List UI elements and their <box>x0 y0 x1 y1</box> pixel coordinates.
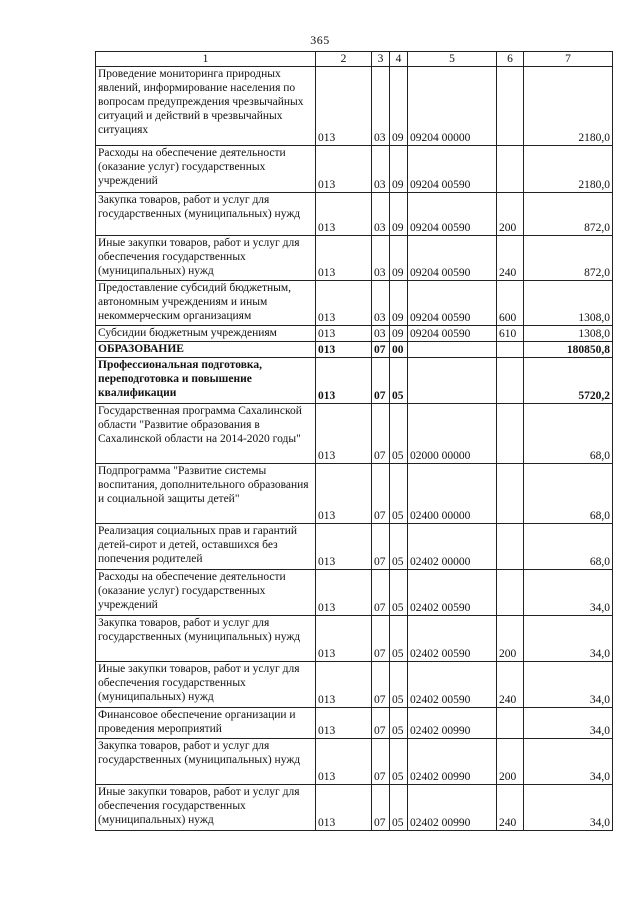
row-name-cell: Расходы на обеспечение деятельности (оказание услуг) государственных учреждений <box>96 570 316 616</box>
row-target-article-cell <box>408 358 497 404</box>
row-subsection-cell: 09 <box>390 281 408 326</box>
table-row <box>96 67 613 146</box>
row-code-cell: 013 <box>316 358 372 404</box>
table-row <box>96 342 613 358</box>
row-amount-cell: 34,0 <box>524 570 613 616</box>
row-section-cell: 07 <box>372 739 390 785</box>
row-subsection-cell: 00 <box>390 342 408 358</box>
row-code-cell: 013 <box>316 662 372 708</box>
row-subsection-cell: 09 <box>390 236 408 281</box>
row-subsection-cell: 05 <box>390 464 408 524</box>
row-target-article-cell <box>408 342 497 358</box>
header-cell-3: 3 <box>372 52 390 67</box>
table-row <box>96 662 613 708</box>
row-amount-cell: 872,0 <box>524 236 613 281</box>
table-row <box>96 616 613 662</box>
table-row <box>96 570 613 616</box>
row-code-cell: 013 <box>316 739 372 785</box>
row-subsection-cell: 05 <box>390 524 408 570</box>
row-name-cell: Государственная программа Сахалинской области "Развитие образования в Сахалинской области на 2014-2020 годы" <box>96 404 316 464</box>
row-target-article-cell: 02402 00000 <box>408 524 497 570</box>
row-name-cell: Реализация социальных прав и гарантий детей-сирот и детей, оставшихся без попечения родителей <box>96 524 316 570</box>
row-section-cell: 07 <box>372 464 390 524</box>
row-expense-type-cell: 600 <box>497 281 524 326</box>
row-name-cell: Финансовое обеспечение организации и проведения мероприятий <box>96 708 316 739</box>
row-target-article-cell: 02000 00000 <box>408 404 497 464</box>
row-amount-cell: 68,0 <box>524 404 613 464</box>
row-expense-type-cell: 240 <box>497 236 524 281</box>
row-code-cell: 013 <box>316 708 372 739</box>
row-expense-type-cell <box>497 146 524 193</box>
row-section-cell: 07 <box>372 358 390 404</box>
row-name-cell: Предоставление субсидий бюджетным, автономным учреждениям и иным некоммерческим организациям <box>96 281 316 326</box>
row-name-cell: Подпрограмма "Развитие системы воспитания, дополнительного образования и социальной защиты детей" <box>96 464 316 524</box>
row-code-cell: 013 <box>316 326 372 342</box>
row-code-cell: 013 <box>316 524 372 570</box>
row-section-cell: 07 <box>372 708 390 739</box>
row-section-cell: 07 <box>372 785 390 831</box>
table-row <box>96 326 613 342</box>
row-subsection-cell: 05 <box>390 404 408 464</box>
row-code-cell: 013 <box>316 785 372 831</box>
row-target-article-cell: 09204 00590 <box>408 193 497 236</box>
row-expense-type-cell: 240 <box>497 662 524 708</box>
row-target-article-cell: 02402 00990 <box>408 785 497 831</box>
row-amount-cell: 34,0 <box>524 785 613 831</box>
row-name-cell: Иные закупки товаров, работ и услуг для обеспечения государственных (муниципальных) нужд <box>96 236 316 281</box>
row-name-cell: Расходы на обеспечение деятельности (оказание услуг) государственных учреждений <box>96 146 316 193</box>
row-expense-type-cell <box>497 358 524 404</box>
row-name-cell: Профессиональная подготовка, переподготовка и повышение квалификации <box>96 358 316 404</box>
row-code-cell: 013 <box>316 570 372 616</box>
row-amount-cell: 2180,0 <box>524 146 613 193</box>
header-cell-7: 7 <box>524 52 613 67</box>
row-amount-cell: 2180,0 <box>524 67 613 146</box>
header-cell-6: 6 <box>497 52 524 67</box>
row-expense-type-cell: 200 <box>497 739 524 785</box>
row-name-cell: Иные закупки товаров, работ и услуг для обеспечения государственных (муниципальных) нужд <box>96 785 316 831</box>
row-expense-type-cell: 610 <box>497 326 524 342</box>
row-amount-cell: 1308,0 <box>524 281 613 326</box>
table-row <box>96 404 613 464</box>
row-section-cell: 03 <box>372 236 390 281</box>
row-expense-type-cell <box>497 570 524 616</box>
row-target-article-cell: 09204 00590 <box>408 281 497 326</box>
table-row <box>96 739 613 785</box>
row-section-cell: 07 <box>372 662 390 708</box>
row-section-cell: 03 <box>372 193 390 236</box>
row-code-cell: 013 <box>316 616 372 662</box>
row-section-cell: 03 <box>372 281 390 326</box>
row-code-cell: 013 <box>316 193 372 236</box>
budget-table <box>95 51 613 831</box>
row-section-cell: 03 <box>372 146 390 193</box>
row-code-cell: 013 <box>316 464 372 524</box>
row-amount-cell: 872,0 <box>524 193 613 236</box>
row-subsection-cell: 09 <box>390 326 408 342</box>
table-row <box>96 193 613 236</box>
table-row <box>96 785 613 831</box>
row-subsection-cell: 05 <box>390 616 408 662</box>
row-name-cell: Проведение мониторинга природных явлений, информирование населения по вопросам предупреждения чрезвычайных ситуаций и действий в чрезвычайных ситуациях <box>96 67 316 146</box>
row-amount-cell: 68,0 <box>524 524 613 570</box>
row-subsection-cell: 09 <box>390 193 408 236</box>
table-row <box>96 708 613 739</box>
table-row <box>96 236 613 281</box>
row-name-cell: Субсидии бюджетным учреждениям <box>96 326 316 342</box>
row-amount-cell: 1308,0 <box>524 326 613 342</box>
row-target-article-cell: 09204 00000 <box>408 67 497 146</box>
row-target-article-cell: 02402 00990 <box>408 739 497 785</box>
row-subsection-cell: 05 <box>390 739 408 785</box>
row-section-cell: 07 <box>372 342 390 358</box>
row-code-cell: 013 <box>316 342 372 358</box>
header-cell-2: 2 <box>316 52 372 67</box>
header-cell-5: 5 <box>408 52 497 67</box>
row-subsection-cell: 05 <box>390 708 408 739</box>
row-target-article-cell: 02402 00590 <box>408 662 497 708</box>
row-amount-cell: 34,0 <box>524 616 613 662</box>
row-code-cell: 013 <box>316 146 372 193</box>
header-cell-4: 4 <box>390 52 408 67</box>
row-expense-type-cell <box>497 524 524 570</box>
row-section-cell: 03 <box>372 67 390 146</box>
row-target-article-cell: 02402 00590 <box>408 570 497 616</box>
row-code-cell: 013 <box>316 404 372 464</box>
row-subsection-cell: 09 <box>390 67 408 146</box>
table-row <box>96 146 613 193</box>
row-amount-cell: 34,0 <box>524 662 613 708</box>
row-section-cell: 07 <box>372 616 390 662</box>
row-section-cell: 07 <box>372 570 390 616</box>
row-subsection-cell: 09 <box>390 146 408 193</box>
row-code-cell: 013 <box>316 236 372 281</box>
row-name-cell: Иные закупки товаров, работ и услуг для обеспечения государственных (муниципальных) нужд <box>96 662 316 708</box>
row-subsection-cell: 05 <box>390 570 408 616</box>
row-expense-type-cell: 200 <box>497 616 524 662</box>
row-subsection-cell: 05 <box>390 662 408 708</box>
row-expense-type-cell <box>497 67 524 146</box>
row-section-cell: 07 <box>372 404 390 464</box>
row-expense-type-cell <box>497 464 524 524</box>
table-row <box>96 358 613 404</box>
row-target-article-cell: 09204 00590 <box>408 236 497 281</box>
row-amount-cell: 180850,8 <box>524 342 613 358</box>
page-number: 365 <box>310 33 330 47</box>
table-row <box>96 281 613 326</box>
row-expense-type-cell <box>497 342 524 358</box>
row-subsection-cell: 05 <box>390 358 408 404</box>
row-section-cell: 07 <box>372 524 390 570</box>
row-amount-cell: 5720,2 <box>524 358 613 404</box>
row-code-cell: 013 <box>316 67 372 146</box>
table-row <box>96 464 613 524</box>
table-body <box>96 52 613 831</box>
row-amount-cell: 34,0 <box>524 739 613 785</box>
row-target-article-cell: 09204 00590 <box>408 326 497 342</box>
row-subsection-cell: 05 <box>390 785 408 831</box>
row-amount-cell: 34,0 <box>524 708 613 739</box>
row-expense-type-cell <box>497 404 524 464</box>
row-target-article-cell: 02402 00990 <box>408 708 497 739</box>
header-cell-1: 1 <box>96 52 316 67</box>
row-amount-cell: 68,0 <box>524 464 613 524</box>
row-target-article-cell: 02402 00590 <box>408 616 497 662</box>
row-section-cell: 03 <box>372 326 390 342</box>
row-expense-type-cell <box>497 708 524 739</box>
row-target-article-cell: 02400 00000 <box>408 464 497 524</box>
row-code-cell: 013 <box>316 281 372 326</box>
row-expense-type-cell: 240 <box>497 785 524 831</box>
row-target-article-cell: 09204 00590 <box>408 146 497 193</box>
row-name-cell: Закупка товаров, работ и услуг для государственных (муниципальных) нужд <box>96 739 316 785</box>
row-name-cell: Закупка товаров, работ и услуг для государственных (муниципальных) нужд <box>96 193 316 236</box>
row-name-cell: Закупка товаров, работ и услуг для государственных (муниципальных) нужд <box>96 616 316 662</box>
table-header-row <box>96 52 613 67</box>
row-expense-type-cell: 200 <box>497 193 524 236</box>
row-name-cell: ОБРАЗОВАНИЕ <box>96 342 316 358</box>
table-row <box>96 524 613 570</box>
